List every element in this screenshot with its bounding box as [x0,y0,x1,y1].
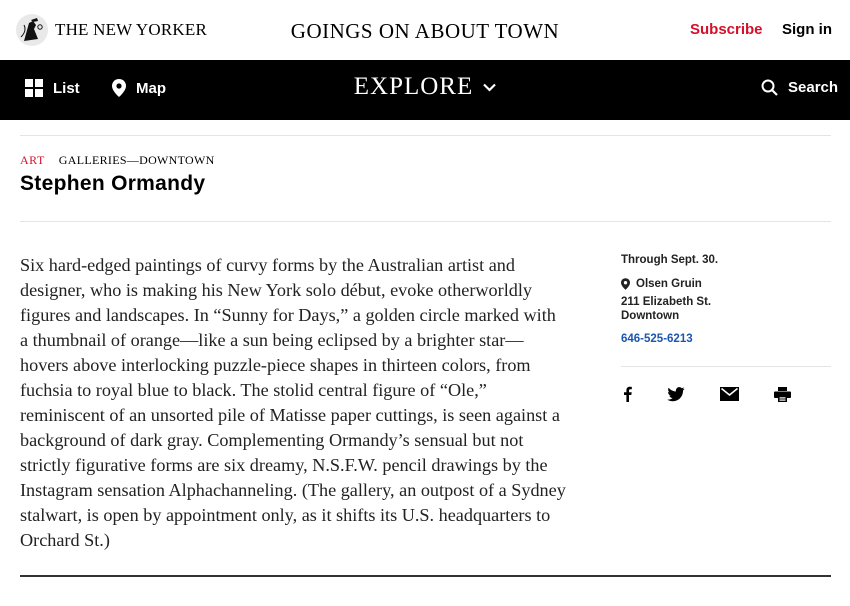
event-dates: Through Sept. 30. [621,254,719,266]
subscribe-link[interactable]: Subscribe [690,21,763,38]
subcategory-link[interactable]: GALLERIES—DOWNTOWN [58,153,215,167]
top-header [0,0,850,60]
footer-divider [20,575,831,577]
section-title[interactable]: GOINGS ON ABOUT TOWN [290,19,560,43]
share-twitter-button[interactable] [666,384,686,404]
venue-phone-link[interactable]: 646-525-6213 [621,333,693,345]
address-street: 211 Elizabeth St. [621,296,712,308]
search-icon [761,79,778,96]
chevron-down-icon [483,83,496,92]
facebook-icon [623,386,632,402]
venue-name-row [621,278,702,290]
search-label: Search [788,79,839,96]
breadcrumb [20,153,215,168]
map-label: Map [136,79,166,97]
review-body: Six hard-edged paintings of curvy forms by the Australian artist and designer, who is making his New York solo début, evoke otherworldly figures and landscapes. In “Sunny for Days,” a golden circle marked with a thumbnail of orange—like a sun being eclipsed by a brighter star—hovers above interlocking puzzle-piece shapes in thirteen colors, from fuchsia to royal blue to black. The stolid central figure of “Ole,” reminiscent of an unsorted pile of Matisse paper cuttings, is seen against a background of dark gray. Complementing Ormandy’s sensual but not strictly figurative forms are six dreamy, N.S.F.W. pencil drawings by the Instagram sensation Alphachanneling. (The gallery, an outpost of a Sydney stalwart, is open by appointment only, as it shifts its U.S. headquarters to Orchard St.) [20,255,566,550]
category-link[interactable]: ART [20,153,45,167]
print-button[interactable] [772,384,792,404]
page-title: Stephen Ormandy [20,172,206,195]
divider [20,221,831,222]
location-pin-icon [621,278,630,290]
share-email-button[interactable] [719,384,739,404]
divider [621,366,831,367]
share-facebook-button[interactable] [617,384,637,404]
address-neighborhood: Downtown [621,310,680,322]
search-button[interactable] [761,79,838,96]
venue-address [621,295,711,323]
list-label: List [53,79,80,97]
explore-label: EXPLORE [353,73,474,100]
email-icon [720,387,739,401]
print-icon [774,387,791,402]
logo-text: THE NEW YORKER [55,20,208,39]
twitter-icon [667,387,685,402]
venue-name[interactable]: Olsen Gruin [636,278,702,290]
sign-in-link[interactable]: Sign in [782,21,832,38]
explore-nav-bar [0,60,850,120]
divider [20,135,831,136]
explore-dropdown[interactable] [0,73,850,101]
